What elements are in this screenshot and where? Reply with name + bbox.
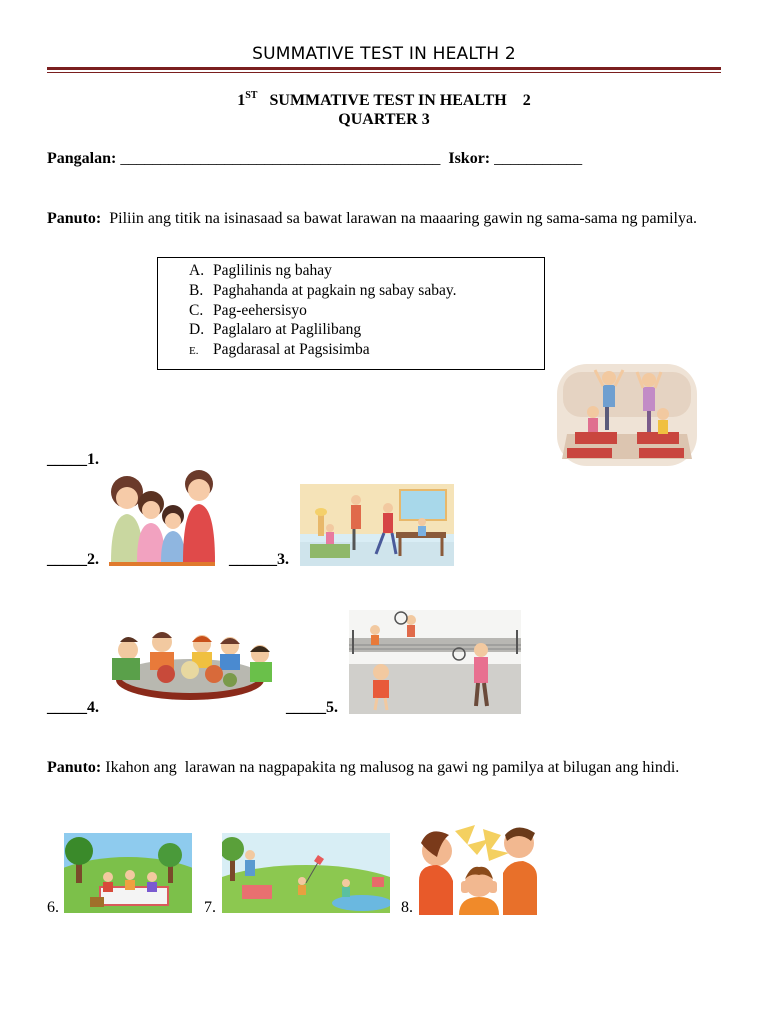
title-ordinal-suffix: ST xyxy=(245,90,258,101)
header-divider xyxy=(47,67,721,70)
choice-c: C. Pag-eehersisyo xyxy=(189,302,307,319)
park-picnic-image xyxy=(222,833,390,913)
praying-image xyxy=(107,466,217,566)
header-divider-thin xyxy=(47,72,721,73)
instruction-2-label: Panuto: xyxy=(47,759,102,776)
question-1[interactable]: _____1. xyxy=(47,451,99,468)
eating-image xyxy=(106,624,274,706)
test-title xyxy=(0,90,768,110)
name-label: Pangalan: xyxy=(47,150,117,167)
question-2[interactable]: _____2. xyxy=(47,551,99,568)
instruction-1-label: Panuto: xyxy=(47,210,102,227)
title-ordinal: 1 xyxy=(237,92,246,109)
question-3[interactable]: ______3. xyxy=(229,551,289,568)
choices-box xyxy=(157,257,545,370)
name-field[interactable]: ________________________________________ xyxy=(120,150,441,167)
question-5[interactable]: _____5. xyxy=(286,699,338,716)
document-header: SUMMATIVE TEST IN HEALTH 2 xyxy=(252,44,516,64)
choice-d: D. Paglalaro at Paglilibang xyxy=(189,321,362,338)
choice-e: E. Pagdarasal at Pagsisimba xyxy=(189,341,370,358)
choice-b: B. Paghahanda at pagkain ng sabay sabay. xyxy=(189,282,457,299)
arguing-image xyxy=(419,821,537,915)
item-7: 7. xyxy=(204,899,216,916)
instruction-2-text: Ikahon ang larawan na nagpapakita ng malusog na gawi ng pamilya at bilugan ang hindi. xyxy=(105,759,680,776)
score-label: Iskor: xyxy=(448,150,491,167)
picnic-image xyxy=(64,833,192,913)
title-line1: SUMMATIVE TEST IN HEALTH 2 xyxy=(269,92,531,109)
score-field[interactable]: ___________ xyxy=(494,150,583,167)
instruction-2 xyxy=(47,757,719,778)
question-4[interactable]: _____4. xyxy=(47,699,99,716)
instruction-1 xyxy=(47,208,719,229)
quarter-title: QUARTER 3 xyxy=(338,111,430,128)
instruction-1-text: Piliin ang titik na isinasaad sa bawat larawan na maaaring gawin ng sama-sama ng pamilya. xyxy=(109,210,698,227)
cleaning-image xyxy=(300,484,454,566)
choice-a: A. Paglilinis ng bahay xyxy=(189,262,332,279)
exercise-image xyxy=(557,364,697,466)
badminton-image xyxy=(349,610,521,714)
item-8: 8. xyxy=(401,899,413,916)
name-score-row xyxy=(47,150,582,168)
item-6: 6. xyxy=(47,899,59,916)
